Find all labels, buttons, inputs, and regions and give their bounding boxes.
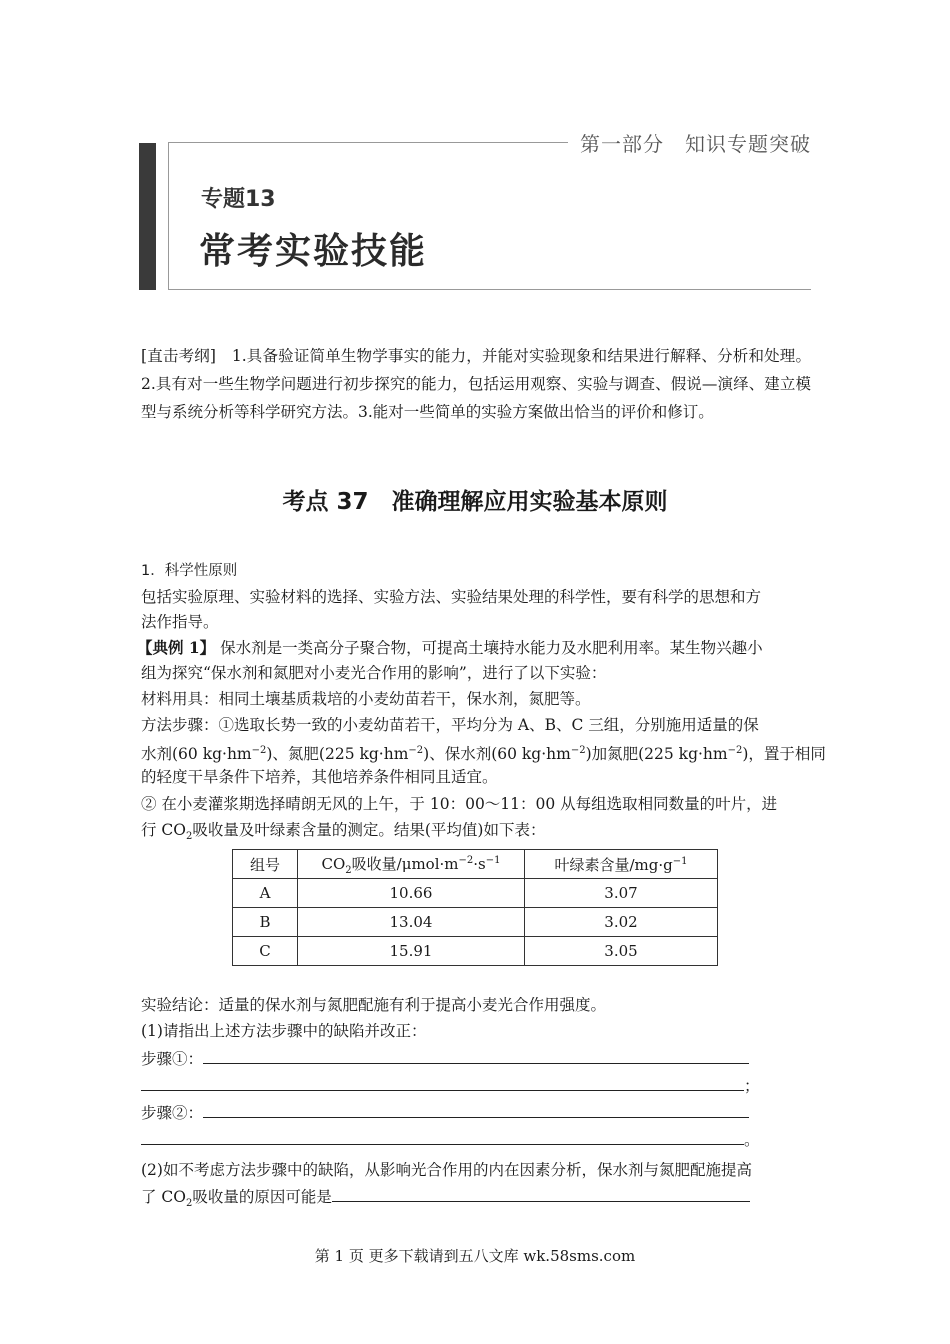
answer-line-step2-cont	[141, 1126, 811, 1153]
answer-blank[interactable]	[203, 1045, 749, 1064]
exam-outline	[141, 342, 811, 426]
results-table	[232, 849, 718, 966]
answer-blank[interactable]	[332, 1183, 750, 1202]
example-line	[137, 635, 807, 661]
cell-chl: 3.07	[525, 879, 718, 908]
table-row	[233, 879, 718, 908]
table-row	[233, 908, 718, 937]
question-1: (1)请指出上述方法步骤中的缺陷并改正：	[141, 1022, 427, 1040]
topic-number: 专题13	[201, 187, 276, 212]
superscript: −2	[727, 745, 743, 756]
superscript: −1	[672, 855, 688, 867]
conclusion: 实验结论：适量的保水剂与氮肥配施有利于提高小麦光合作用强度。	[141, 996, 607, 1014]
cell-co2: 13.04	[298, 908, 525, 937]
method-line	[141, 738, 826, 767]
cell-chl: 3.02	[525, 908, 718, 937]
punctuation: ；	[744, 1077, 760, 1095]
method-text: )、保水剂(60 kg·hm	[423, 745, 571, 764]
header-group: 组号	[233, 850, 298, 879]
subscript: 2	[186, 1198, 193, 1210]
topic-title: 常考实验技能	[199, 231, 428, 272]
section-body-line: 包括实验原理、实验材料的选择、实验方法、实验结果处理的科学性，要有科学的思想和方	[141, 588, 762, 606]
example-text: 保水剂是一类高分子聚合物，可提高土壤持水能力及水肥利用率。某生物兴趣小	[220, 639, 763, 657]
method-text: )加氮肥(225 kg·hm	[585, 745, 728, 764]
step2-text: 行 CO	[141, 821, 186, 839]
answer-blank[interactable]	[203, 1099, 749, 1118]
section-body-line: 法作指导。	[141, 613, 219, 631]
superscript: −2	[408, 745, 424, 756]
punctuation: 。	[744, 1131, 760, 1149]
exam-outline-text: 1.具备验证简单生物学事实的能力，并能对实验现象和结果进行解释、分析和处理。2.具有对一些生物学问题进行初步探究的能力，包括运用观察、实验与调查、假说—演绎、建立模型与系统分析等科学研究方法。3.能对一些简单的实验方案做出恰当的评价和修订。	[141, 347, 811, 421]
question-text: 吸收量的原因可能是	[192, 1188, 332, 1206]
method-line: 的轻度干旱条件下培养，其他培养条件相同且适宜。	[141, 768, 498, 786]
superscript: −2	[251, 745, 267, 756]
page-footer: 第 1 页 更多下载请到五八文库 wk.58sms.com	[314, 1247, 636, 1265]
answer-line-step2	[141, 1099, 811, 1126]
section-heading: 1．科学性原则	[141, 563, 238, 579]
subscript: 2	[186, 831, 193, 843]
header-co2-text: ·s	[473, 854, 486, 873]
answer-blank[interactable]	[141, 1126, 744, 1145]
superscript: −2	[570, 745, 586, 756]
header-co2	[298, 850, 525, 879]
header-co2-text: CO	[321, 854, 346, 873]
cell-group: C	[233, 937, 298, 966]
exam-outline-label: [直击考纲]	[141, 347, 216, 365]
header-co2-text: 吸收量/μmol·m	[351, 854, 459, 873]
superscript: −1	[485, 854, 501, 866]
header-chl-text: 叶绿素含量/mg·g	[554, 855, 673, 874]
answer-blank[interactable]	[141, 1072, 744, 1091]
step1-label: 步骤①：	[141, 1050, 204, 1068]
example-line: 组为探究“保水剂和氮肥对小麦光合作用的影响”，进行了以下实验：	[141, 664, 607, 682]
table-header-row	[233, 850, 718, 879]
answer-line-step1-cont	[141, 1072, 811, 1099]
method-text: )、氮肥(225 kg·hm	[266, 745, 409, 764]
cell-chl: 3.05	[525, 937, 718, 966]
kaodian-title: 考点 37 准确理解应用实验基本原则	[282, 489, 668, 515]
cell-co2: 15.91	[298, 937, 525, 966]
question-text: 了 CO	[141, 1188, 186, 1206]
method-line: 方法步骤：①选取长势一致的小麦幼苗若干，平均分为 A、B、C 三组，分别施用适量的保	[141, 716, 759, 734]
superscript: −2	[458, 854, 474, 866]
subscript: 2	[345, 864, 352, 876]
header-chl	[525, 850, 718, 879]
step2-text: 吸收量及叶绿素含量的测定。结果(平均值)如下表：	[192, 821, 546, 839]
part-title: 第一部分 知识专题突破	[580, 132, 811, 156]
method-text: 水剂(60 kg·hm	[141, 745, 252, 764]
example-label: 【典例 1】	[137, 638, 216, 657]
header-accent-bar	[139, 143, 156, 290]
question-2: (2)如不考虑方法步骤中的缺陷，从影响光合作用的内在因素分析，保水剂与氮肥配施提高	[141, 1161, 752, 1179]
step2-line	[141, 817, 811, 850]
table-row	[233, 937, 718, 966]
step2-label: 步骤②：	[141, 1104, 204, 1122]
question-2-cont	[141, 1183, 811, 1217]
materials-line: 材料用具：相同土壤基质栽培的小麦幼苗若干，保水剂，氮肥等。	[141, 690, 591, 708]
step2-line: ② 在小麦灌浆期选择晴朗无风的上午，于 10：00～11：00 从每组选取相同数量的叶片，进	[141, 795, 778, 813]
header-frame-bottom	[168, 289, 811, 290]
method-text: )，置于相同	[742, 745, 826, 764]
cell-co2: 10.66	[298, 879, 525, 908]
header-rule	[168, 142, 568, 143]
header-frame-left	[168, 142, 169, 290]
answer-line-step1	[141, 1045, 811, 1072]
cell-group: A	[233, 879, 298, 908]
cell-group: B	[233, 908, 298, 937]
